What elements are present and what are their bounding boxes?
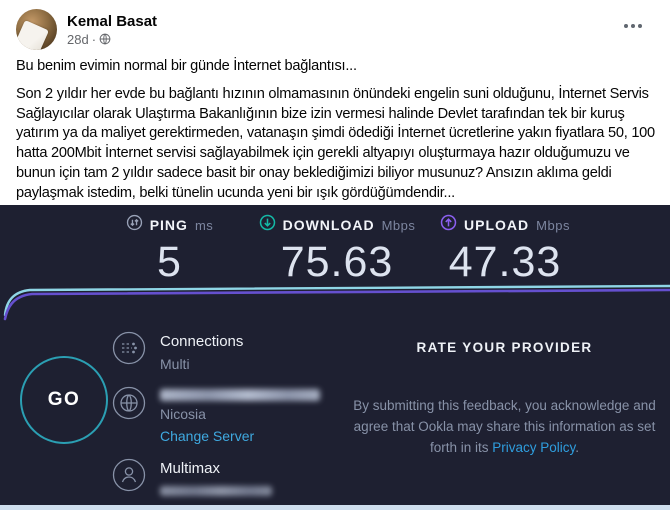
facebook-post xyxy=(0,0,670,205)
ip-address-redacted xyxy=(160,486,272,496)
post-timestamp[interactable]: 28d xyxy=(67,31,89,47)
download-unit: Mbps xyxy=(381,217,416,233)
post-header xyxy=(16,9,157,50)
rate-provider-panel xyxy=(352,340,657,458)
server-name-redacted xyxy=(160,389,320,401)
ping-unit: ms xyxy=(194,217,214,233)
avatar[interactable] xyxy=(16,9,57,50)
isp-name: Multimax xyxy=(160,460,221,477)
ping-label: PING xyxy=(149,217,188,233)
upload-label: UPLOAD xyxy=(464,217,530,233)
connections-row[interactable] xyxy=(112,331,352,373)
isp-row xyxy=(112,458,352,496)
rate-provider-disclaimer xyxy=(352,395,657,458)
post-text-line1: Bu benim evimin normal bir günde İnternet bağlantısı... xyxy=(16,58,357,74)
post-body xyxy=(16,57,656,212)
download-metric xyxy=(252,215,422,287)
upload-unit: Mbps xyxy=(536,217,570,233)
upload-value: 47.33 xyxy=(448,238,562,286)
go-button[interactable]: GO xyxy=(20,356,108,444)
connections-value: Multi xyxy=(160,356,190,372)
meta-separator: · xyxy=(91,31,97,47)
ping-metric xyxy=(92,215,247,287)
speed-graph-lines xyxy=(0,279,670,321)
speedtest-result xyxy=(0,205,670,510)
ping-value: 5 xyxy=(157,238,182,286)
upload-metric xyxy=(420,215,590,287)
server-city: Nicosia xyxy=(160,406,206,422)
server-row xyxy=(112,386,352,445)
bottom-edge-strip xyxy=(0,505,670,510)
disclaimer-text-before: By submitting this feedback, you acknowledge and agree that Ookla may share this information as set forth in its xyxy=(353,398,656,455)
download-label: DOWNLOAD xyxy=(282,217,375,233)
rate-provider-title: RATE YOUR PROVIDER xyxy=(416,340,593,355)
connections-icon xyxy=(112,331,146,365)
ping-icon xyxy=(126,214,143,236)
public-globe-icon xyxy=(99,33,111,45)
more-options-icon[interactable] xyxy=(624,24,642,28)
upload-icon xyxy=(440,214,457,236)
download-value: 75.63 xyxy=(280,238,394,286)
server-globe-icon xyxy=(112,386,146,420)
isp-person-icon xyxy=(112,458,146,492)
author-name[interactable]: Kemal Basat xyxy=(67,12,158,30)
privacy-policy-link[interactable]: Privacy Policy xyxy=(492,440,576,455)
test-info-column xyxy=(112,331,352,509)
download-icon xyxy=(259,214,276,236)
post-text-line2: Son 2 yıldır her evde bu bağlantı hızının olmamasının önündeki engelin suni olduğunu, İnternet Servis Sağlayıcılar olarak Ulaştırma Bakanlığının bize izin vermesi halinde Devlet tarafından tek bir kuruş yatırım ya da maliyet gerektirmeden, vatanaşın şimdi ödediği İnternet ücretlerine yakın fiyatlara 50, 100 hatta 200Mbit İnternet servisi sağlayabilmek için gerekli altyapıyı oluşturmaya hazır olduğumuzu ve bunun için tam 2 yıldır sadece basit bir onay beklediğimizi biliyor musunuz? Ansızın aklıma geldi paylaşmak istedim, belki tünelin ucunda yeni bir ışık gördüğümdendir... xyxy=(16,85,655,201)
change-server-link[interactable]: Change Server xyxy=(160,428,255,444)
connections-label: Connections xyxy=(160,333,244,350)
disclaimer-text-after: . xyxy=(575,440,580,455)
